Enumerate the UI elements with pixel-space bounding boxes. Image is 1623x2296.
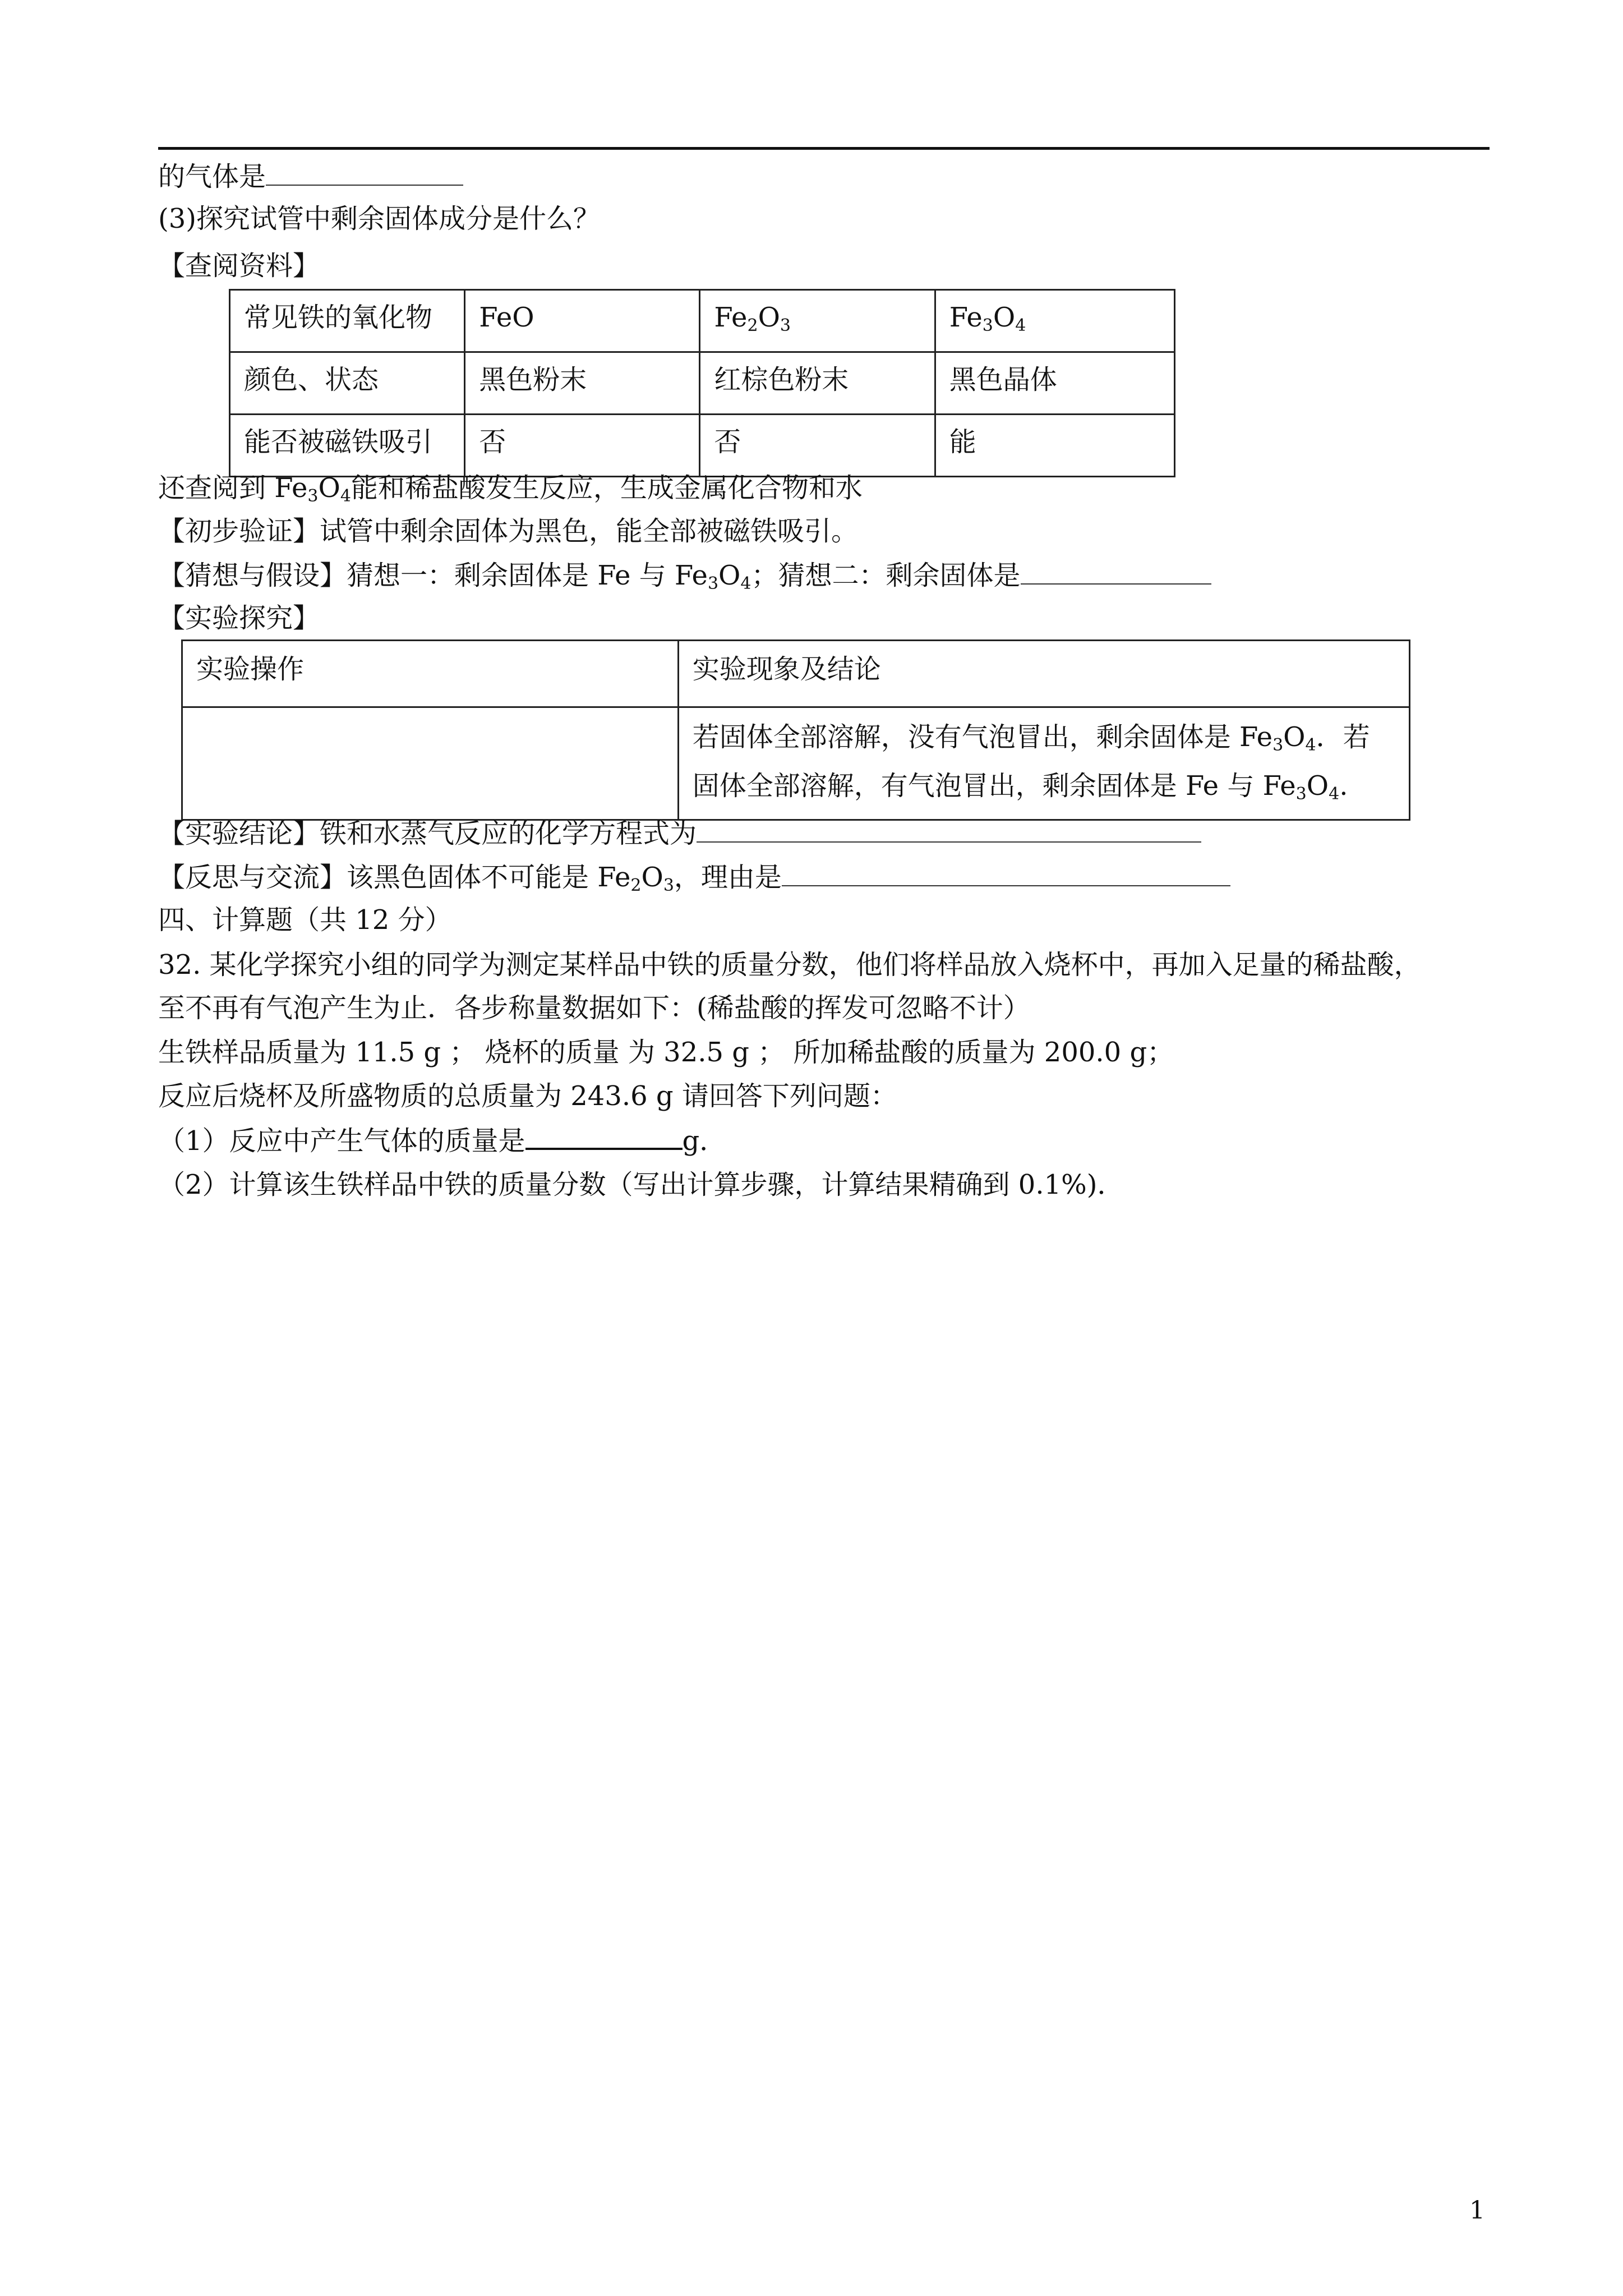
answer-blank-gas[interactable] <box>266 162 463 186</box>
table-row <box>182 641 1410 707</box>
also-lookup-line: 还查阅到 $Fe_3O_4$能和稀盐酸发生反应，生成金属化合物和水 <box>158 472 863 506</box>
answer-blank-reason[interactable] <box>782 863 1230 886</box>
experiment-table <box>181 639 1410 821</box>
section-4-heading: 四、计算题（共 12 分） <box>158 904 452 936</box>
table-cell: $Fe_3O_4$ <box>935 290 1174 352</box>
table-cell: 黑色粉末 <box>465 352 700 415</box>
initial-verification: 【初步验证】试管中剩余固体为黑色，能全部被磁铁吸引。 <box>158 516 859 547</box>
table-cell: 若固体全部溶解，没有气泡冒出，剩余固体是 $Fe_3O_4$．若 固体全部溶解，有气泡冒出，剩余固体是 Fe 与 $Fe_3O_4$. <box>678 707 1409 820</box>
answer-blank-gas-mass[interactable] <box>525 1125 683 1150</box>
gas-prefix: 的气体是 <box>158 161 266 192</box>
table-row <box>182 707 1410 820</box>
answer-blank-equation[interactable] <box>697 819 1201 843</box>
hypothesis-line: 【猜想与假设】猜想一：剩余固体是 Fe 与 $Fe_3O_4$；猜想二：剩余固体是 <box>158 559 1211 601</box>
table-row <box>230 352 1175 415</box>
gas-line <box>158 160 463 194</box>
table-cell: 黑色晶体 <box>935 352 1174 415</box>
question-32-sub-2: （2）计算该生铁样品中铁的质量分数（写出计算步骤，计算结果精确到 0.1%)． <box>158 1169 1124 1200</box>
table-cell: 实验操作 <box>182 641 679 707</box>
conclusion-line: 【实验结论】铁和水蒸气反应的化学方程式为 <box>158 817 1201 850</box>
iron-oxide-table <box>229 289 1175 477</box>
reflection-line: 【反思与交流】该黑色固体不可能是 $Fe_2O_3$，理由是 <box>158 861 1230 903</box>
table-row <box>230 415 1175 477</box>
table-cell: 实验现象及结论 <box>678 641 1409 707</box>
table-cell: FeO <box>465 290 700 352</box>
table-cell: 红棕色粉末 <box>700 352 935 415</box>
question-32-line-3: 生铁样品质量为 11.5 g ； 烧杯的质量 为 32.5 g ； 所加稀盐酸的质量为 200.0 g； <box>158 1037 1174 1068</box>
table-cell: 否 <box>700 415 935 477</box>
experiment-operation-cell[interactable] <box>182 707 679 820</box>
header-rule <box>158 147 1490 150</box>
question-32-line-1: 32. 某化学探究小组的同学为测定某样品中铁的质量分数，他们将样品放入烧杯中，再加入足量的稀盐酸， <box>158 949 1421 981</box>
table-cell: 常见铁的氧化物 <box>230 290 465 352</box>
table-cell: 颜色、状态 <box>230 352 465 415</box>
table-cell: 能否被磁铁吸引 <box>230 415 465 477</box>
table-cell: $Fe_2O_3$ <box>700 290 935 352</box>
table-cell: 能 <box>935 415 1174 477</box>
question-32-sub-1: （1）反应中产生气体的质量是 g． <box>158 1125 727 1157</box>
question-32-line-4: 反应后烧杯及所盛物质的总质量为 243.6 g 请回答下列问题： <box>158 1080 897 1112</box>
table-row <box>230 290 1175 352</box>
page-number: 1 <box>1469 2196 1485 2225</box>
question-3: (3)探究试管中剩余固体成分是什么？ <box>158 203 600 234</box>
table-cell: 否 <box>465 415 700 477</box>
question-32-line-2: 至不再有气泡产生为止．各步称量数据如下：(稀盐酸的挥发可忽略不计） <box>158 992 1030 1024</box>
answer-blank-hypothesis[interactable] <box>1021 561 1211 585</box>
explore-heading: 【实验探究】 <box>158 602 320 634</box>
lookup-heading: 【查阅资料】 <box>158 250 320 282</box>
